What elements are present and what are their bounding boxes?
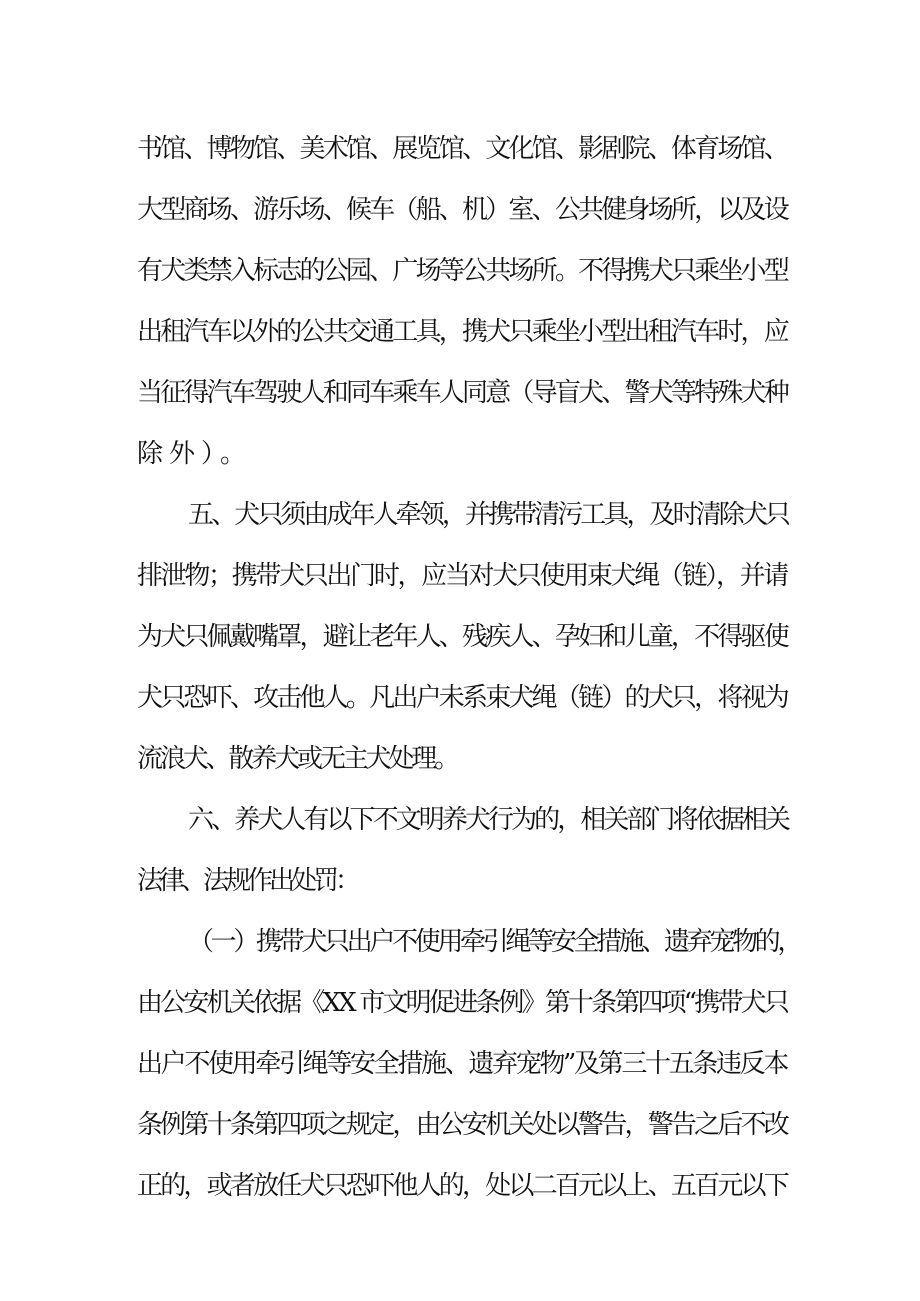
text-line: 除外）。	[137, 439, 253, 469]
text-line: 排泄物；携带犬只出门时，应当对犬只使用束犬绳（链），并请	[137, 561, 787, 591]
text-line: 为犬只佩戴嘴罩，避让老年人、残疾人、孕妇和儿童，不得驱使	[137, 622, 787, 652]
text-line: 六、养犬人有以下不文明养犬行为的，相关部门将依据相关	[188, 805, 788, 835]
text-line: 条例第十条第四项之规定，由公安机关处以警告，警告之后不改	[137, 1110, 787, 1140]
text-line: 正的，或者放任犬只恐吓他人的，处以二百元以上、五百元以下	[137, 1171, 787, 1201]
text-line: 大型商场、游乐场、候车（船、机）室、公共健身场所，以及设	[137, 195, 787, 225]
text-line: 由公安机关依据《XX 市文明促进条例》第十条第四项“携带犬只	[137, 988, 787, 1018]
text-line: （一）携带犬只出户不使用牵引绳等安全措施、遗弃宠物的，	[188, 927, 800, 957]
text-line: 有犬类禁入标志的公园、广场等公共场所。不得携犬只乘坐小型	[137, 256, 787, 286]
text-line: 书馆、博物馆、美术馆、展览馆、文化馆、影剧院、体育场馆、	[137, 134, 787, 164]
text-line: 出户不使用牵引绳等安全措施、遗弃宠物”及第三十五条违反本	[137, 1049, 787, 1079]
text-line: 法律、法规作出处罚：	[137, 866, 357, 896]
text-line: 犬只恐吓、攻击他人。凡出户未系束犬绳（链）的犬只，将视为	[137, 683, 787, 713]
text-line: 流浪犬、散养犬或无主犬处理。	[137, 744, 457, 774]
text-line: 五、犬只须由成年人牵领，并携带清污工具，及时清除犬只	[188, 500, 788, 530]
text-line: 出租汽车以外的公共交通工具，携犬只乘坐小型出租汽车时，应	[137, 317, 787, 347]
text-line: 当征得汽车驾驶人和同车乘车人同意（导盲犬、警犬等特殊犬种	[137, 378, 787, 408]
